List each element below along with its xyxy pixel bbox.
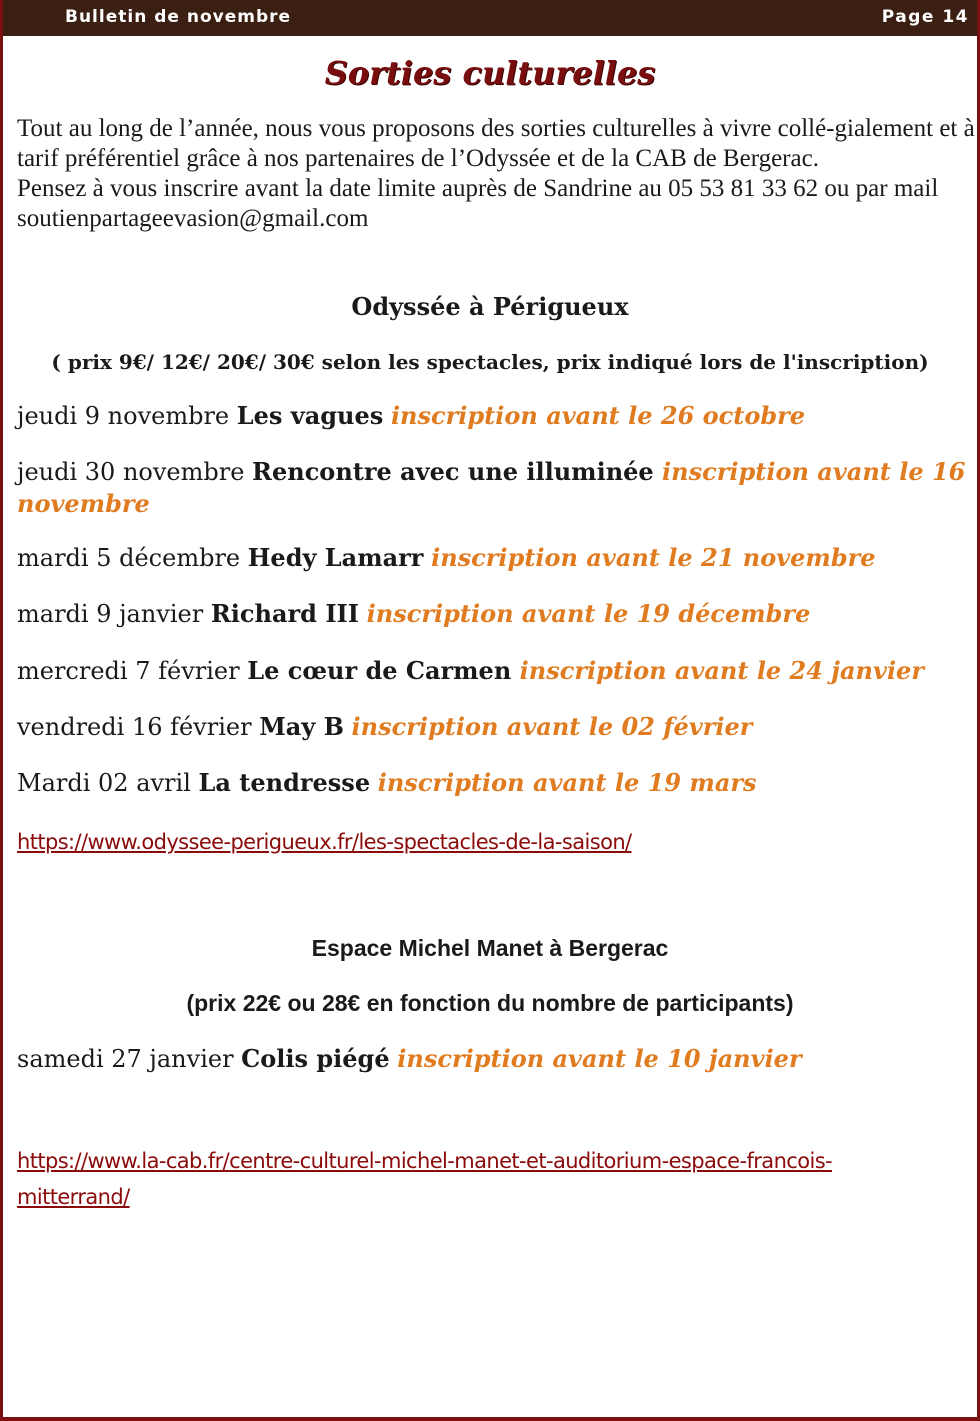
event-show: Les vagues [236,401,384,430]
event-deadline: inscription avant le 16 novembre [17,457,966,518]
cab-link[interactable] [17,1143,967,1215]
odyssee-title: Odyssée à Périgueux [351,292,629,321]
page-number: Page 14 [881,7,969,27]
odyssee-link[interactable]: https://www.odyssee-perigueux.fr/les-spectacles-de-la-saison/ [17,830,632,854]
event-date: jeudi 30 novembre [17,458,253,486]
event-show: Hedy Lamarr [247,543,424,572]
event-item [17,598,967,630]
event-date: mardi 5 décembre [17,544,248,572]
cab-link-line[interactable]: mitterrand/ [17,1185,130,1209]
manet-title: Espace Michel Manet à Bergerac [311,935,669,961]
intro-contact: Pensez à vous inscrire avant la date limite auprès de Sandrine au 05 53 81 33 62 ou par mail soutienpartageevasion@gmail.com [17,175,939,232]
event-deadline: inscription avant le 10 janvier [397,1044,802,1073]
event-item [17,767,967,799]
event-deadline: inscription avant le 21 novembre [431,543,876,572]
event-date: mercredi 7 février [17,657,248,685]
event-deadline: inscription avant le 19 décembre [366,599,811,628]
bulletin-title: Bulletin de novembre [65,7,292,27]
event-show: Richard III [210,599,359,628]
event-date: Mardi 02 avril [17,769,199,797]
event-date: jeudi 9 novembre [17,402,237,430]
manet-price: (prix 22€ ou 28€ en fonction du nombre de participants) [186,990,794,1016]
event-deadline: inscription avant le 19 mars [377,768,757,797]
event-date: vendredi 16 février [17,713,260,741]
event-item [17,400,967,432]
event-show: Colis piégé [241,1044,390,1073]
event-item [17,711,967,743]
event-date: samedi 27 janvier [17,1045,242,1073]
event-item [17,1043,967,1075]
intro-text [17,114,977,234]
event-show: Le cœur de Carmen [247,656,520,685]
page-header [3,0,977,36]
event-item [17,655,967,687]
event-show: La tendresse [198,768,371,797]
event-item [17,456,967,520]
cab-link-line[interactable]: https://www.la-cab.fr/centre-culturel-michel-manet-et-auditorium-espace-francois- [17,1149,833,1173]
event-item [17,542,967,574]
event-deadline: inscription avant le 02 février [351,712,753,741]
event-show: May B [259,712,344,741]
event-date: mardi 9 janvier [17,600,211,628]
event-show: Rencontre avec une illuminée [252,457,663,486]
page-title: Sorties culturelles [324,54,656,92]
intro-paragraph: Tout au long de l’année, nous vous proposons des sorties culturelles à vivre collé-gialement et à tarif préférentiel grâce à nos partenaires de l’Odyssée et de la CAB de Bergerac. [17,115,975,172]
odyssee-price: ( prix 9€/ 12€/ 20€/ 30€ selon les spectacles, prix indiqué lors de l'inscription) [51,350,929,374]
event-deadline: inscription avant le 26 octobre [390,401,806,430]
event-deadline: inscription avant le 24 janvier [519,656,924,685]
